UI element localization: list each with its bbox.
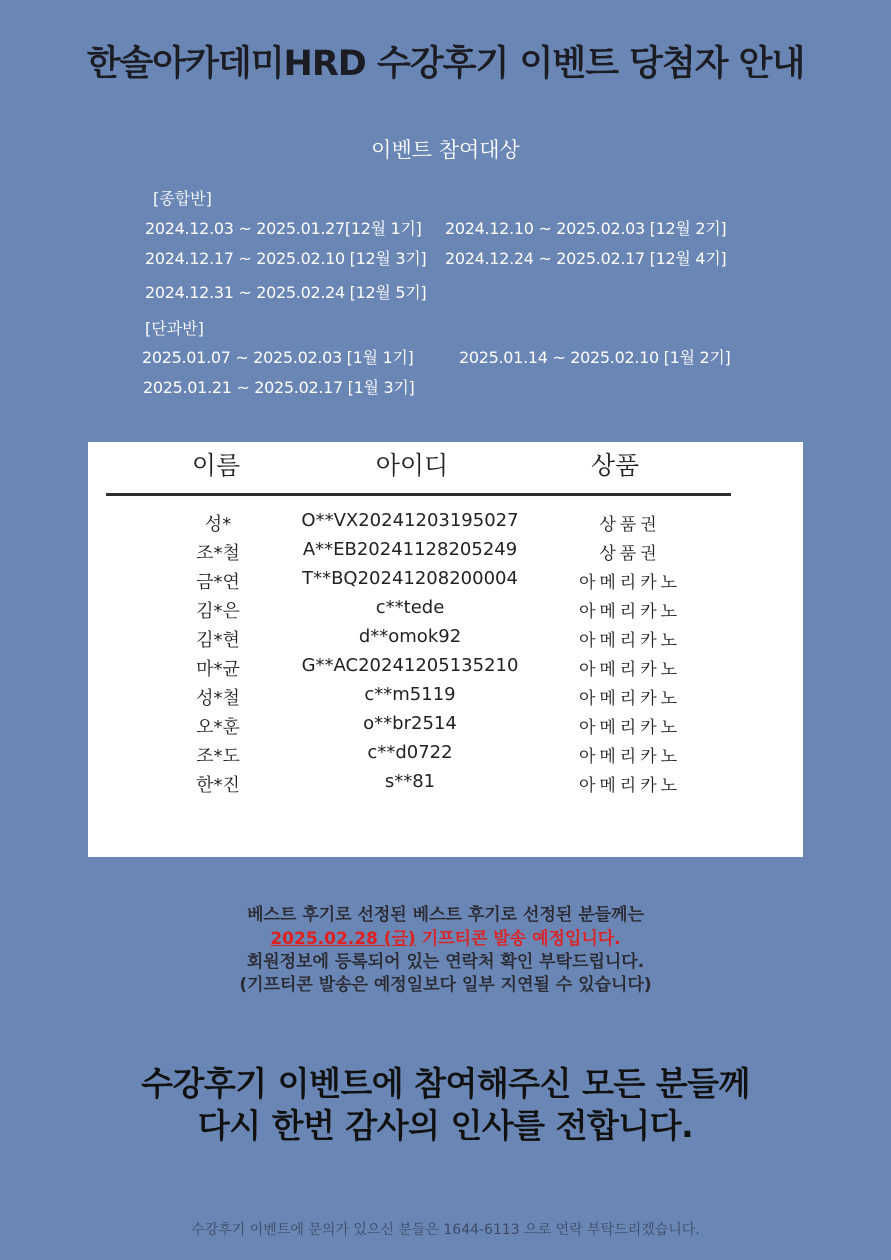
winners-table [88,442,803,857]
cell-prize: 아메리카노 [578,631,682,651]
cell-id: d**omok92 [358,626,462,647]
footer-contact: 수강후기 이벤트에 문의가 있으신 분들은 1644-6113 으로 연락 부탁드리겠습니다. [191,1222,700,1238]
group-label-single: [단과반] [145,319,204,338]
cell-name: 마*균 [196,659,240,680]
group-label-comprehensive: [종합반] [153,189,212,208]
header-id: 아이디 [375,451,449,480]
notice-line-1: 베스트 후기로 선정된 베스트 후기로 선정된 분들께는 [247,905,644,925]
period-single-1: 2025.01.07 ~ 2025.02.03 [1월 1기] [142,348,414,367]
cell-name: 조*철 [196,543,240,564]
period-comprehensive-2: 2024.12.10 ~ 2025.02.03 [12월 2기] [445,219,727,238]
cell-prize: 상품권 [599,515,661,535]
period-comprehensive-4: 2024.12.24 ~ 2025.02.17 [12월 4기] [445,249,727,268]
cell-prize: 아메리카노 [578,747,682,767]
cell-id: G**AC20241205135210 [301,655,519,676]
notice-line-4: (기프티콘 발송은 예정일보다 일부 지연될 수 있습니다) [239,975,652,995]
cell-name: 금*연 [196,572,240,593]
cell-name: 김*현 [196,630,240,651]
cell-id: O**VX20241203195027 [301,510,519,531]
cell-id: s**81 [384,771,436,792]
cell-prize: 상품권 [599,544,661,564]
header-name: 이름 [191,451,241,480]
cell-id: c**tede [375,597,445,618]
cell-prize: 아메리카노 [578,776,682,796]
cell-id: o**br2514 [363,713,457,734]
cell-prize: 아메리카노 [578,602,682,622]
thanks-line-2: 다시 한번 감사의 인사를 전합니다. [197,1106,694,1145]
delivery-text: 기프티콘 발송 예정입니다. [415,929,621,949]
period-single-3: 2025.01.21 ~ 2025.02.17 [1월 3기] [143,378,415,397]
cell-name: 성* [204,514,232,535]
notice-line-3: 회원정보에 등록되어 있는 연락처 확인 부탁드립니다. [246,952,645,972]
cell-name: 오*훈 [196,717,240,738]
cell-name: 한*진 [196,775,240,796]
cell-name: 김*은 [196,601,240,622]
cell-name: 조*도 [196,746,240,767]
period-comprehensive-1: 2024.12.03 ~ 2025.01.27[12월 1기] [145,219,422,238]
target-heading: 이벤트 참여대상 [371,138,520,162]
cell-id: c**m5119 [364,684,456,705]
cell-id: c**d0722 [367,742,453,763]
thanks-line-1: 수강후기 이벤트에 참여해주신 모든 분들께 [141,1064,750,1103]
cell-prize: 아메리카노 [578,689,682,709]
period-single-2: 2025.01.14 ~ 2025.02.10 [1월 2기] [459,348,731,367]
cell-id: T**BQ20241208200004 [302,568,518,589]
cell-prize: 아메리카노 [578,573,682,593]
header-divider [106,493,731,496]
header-prize: 상품 [590,451,640,480]
delivery-date: 2025.02.28 (금) [270,929,416,949]
cell-name: 성*철 [196,688,240,709]
period-comprehensive-5: 2024.12.31 ~ 2025.02.24 [12월 5기] [145,283,427,302]
cell-prize: 아메리카노 [578,718,682,738]
period-comprehensive-3: 2024.12.17 ~ 2025.02.10 [12월 3기] [145,249,427,268]
notice-line-2 [0,924,891,949]
page-title: 한솔아카데미HRD 수강후기 이벤트 당첨자 안내 [86,44,805,84]
cell-prize: 아메리카노 [578,660,682,680]
cell-id: A**EB20241128205249 [302,539,518,560]
